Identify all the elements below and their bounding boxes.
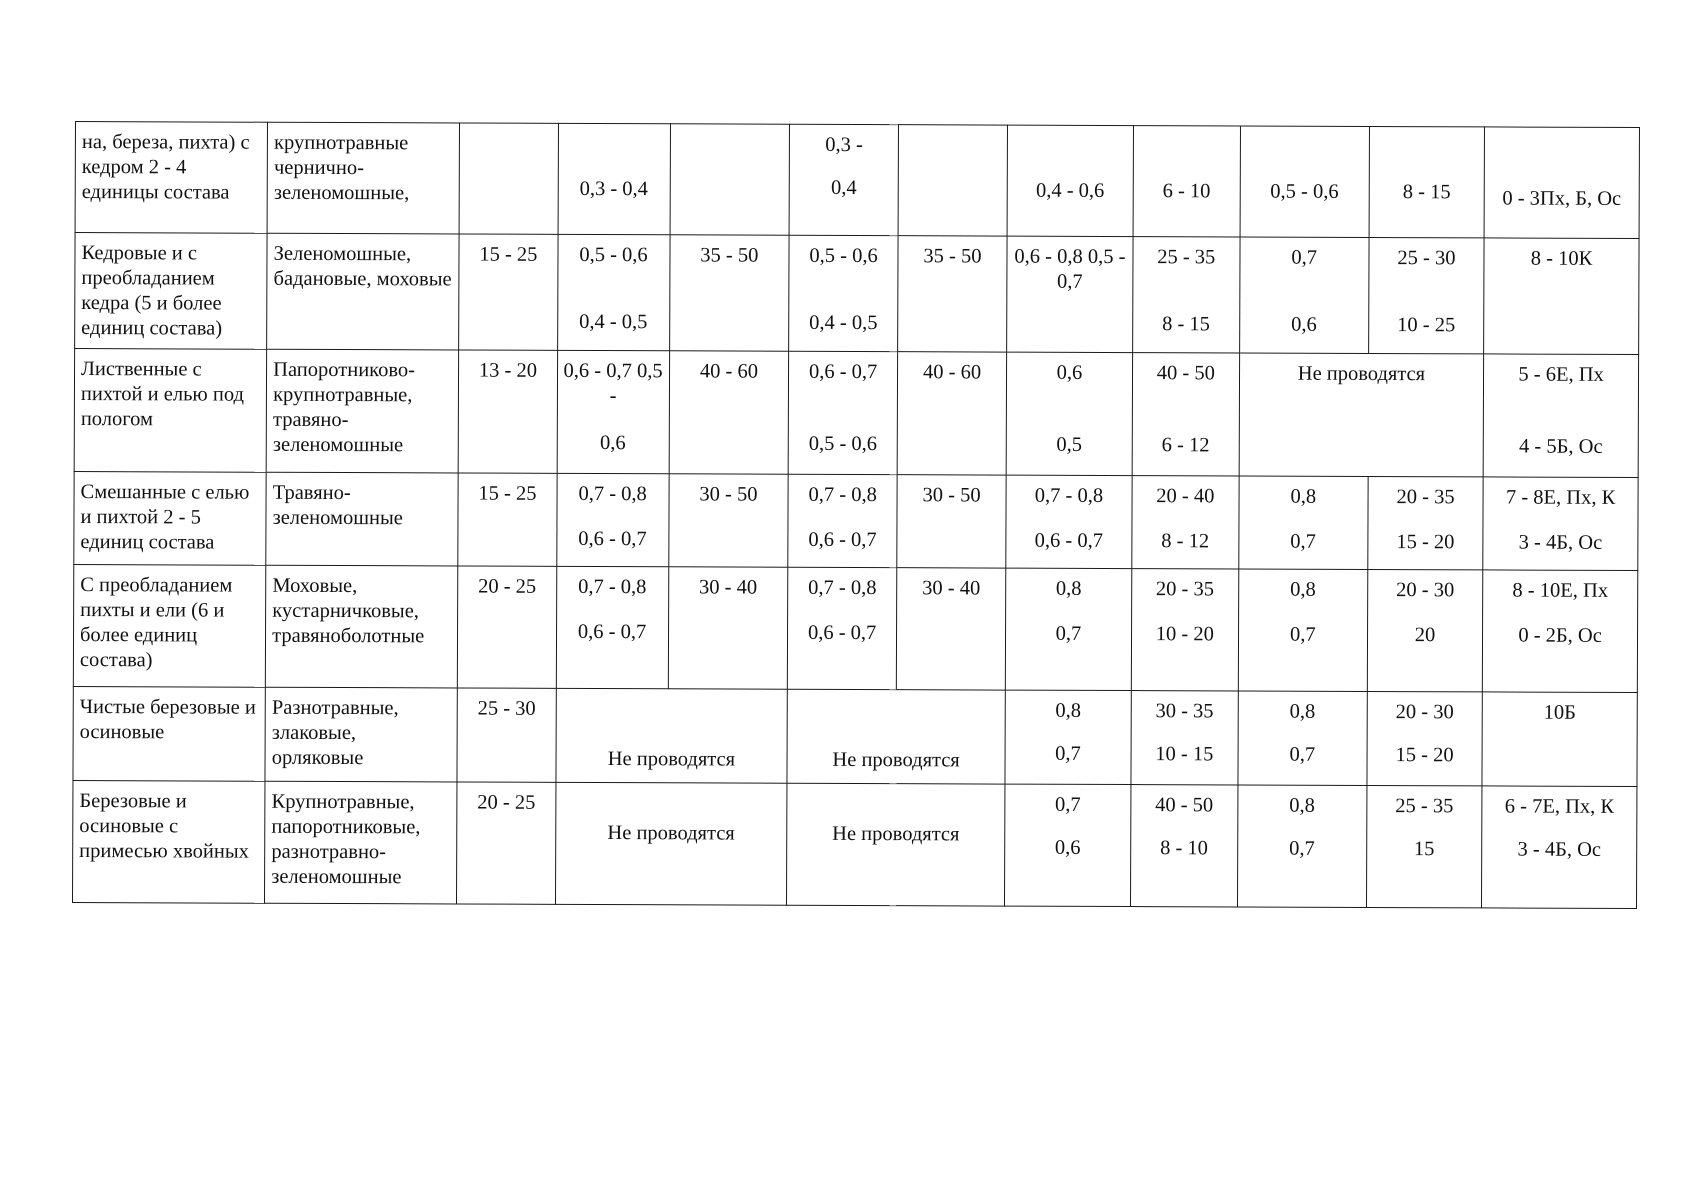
forest-group-cell: Лиственные с пихтой и елью под пологом (74, 349, 267, 473)
value-line: 0,7 - 0,8 (808, 576, 877, 600)
composition-cell: 8 - 10К (1484, 238, 1639, 355)
value-cell (1238, 476, 1368, 569)
composition-cell: 10Б (1482, 692, 1637, 787)
value-line: 0,5 - 0,6 (579, 243, 648, 267)
value-line: 10 - 20 (1155, 623, 1214, 646)
value-cell (1240, 126, 1370, 237)
value-line: Не проводятся (607, 748, 736, 771)
value-line: 0,6 - 0,7 0,5 - (563, 359, 663, 408)
value-cell (1131, 691, 1238, 785)
value-line: 0,4 - 0,5 (809, 311, 878, 335)
value-cell (558, 123, 671, 234)
value-line: 0,7 (1289, 743, 1316, 766)
forest-thinning-table (72, 121, 1640, 909)
value-cell: 30 - 50 (897, 475, 1006, 568)
value-line: 0,6 (1056, 361, 1083, 384)
value-line: 25 - 35 (1395, 795, 1454, 818)
value-line: 8 - 15 (1162, 313, 1210, 336)
value-cell: 35 - 50 (898, 236, 1007, 352)
value-cell (556, 566, 669, 688)
table-row (73, 564, 1637, 692)
composition-cell (1483, 477, 1638, 571)
value-line: 0,6 - 0,7 (578, 527, 647, 551)
value-line: 0,4 - 0,5 (579, 310, 648, 334)
value-line: 0,3 - (825, 133, 863, 157)
value-line: 15 - 20 (1395, 744, 1454, 767)
age-cell: 20 - 25 (458, 566, 557, 688)
age-cell: 20 - 25 (457, 782, 556, 904)
value-line: 0,5 - 0,6 (808, 432, 878, 456)
value-line: 0,7 - 0,8 (1034, 484, 1104, 507)
value-cell (1238, 569, 1368, 691)
value-cell: 40 - 60 (897, 352, 1006, 475)
composition-cell (1484, 127, 1639, 239)
value-line: 0,8 (1290, 578, 1316, 601)
table-row (72, 780, 1636, 908)
value-line: 25 - 30 (1397, 247, 1456, 270)
value-cell (1132, 353, 1239, 476)
value-line: 6 - 12 (1161, 434, 1210, 457)
value-line: 0,7 (1291, 246, 1318, 269)
value-line: 0,6 (1291, 313, 1317, 336)
forest-type-cell: Травяно-зеленомошные (266, 472, 459, 566)
value-cell (1237, 785, 1367, 907)
age-cell: 15 - 25 (459, 234, 558, 350)
value-line: Не проводятся (832, 822, 960, 846)
forest-type-cell: Крупнотравные, папоротниковые, разнотравно-зеленомошные (265, 781, 458, 904)
value-line: 4 - 5Б, Ос (1519, 435, 1603, 458)
value-cell (1239, 237, 1369, 353)
value-cell (1004, 784, 1130, 906)
age-cell: 13 - 20 (458, 350, 557, 473)
value-line: 0,8 (1055, 577, 1082, 600)
composition-cell (1482, 570, 1637, 693)
age-cell (459, 123, 558, 234)
value-line: 8 - 10 (1160, 837, 1208, 860)
not-performed-cell (555, 782, 787, 905)
value-line: 0,8 (1055, 699, 1082, 722)
value-line: 0,6 - 0,7 (808, 528, 877, 552)
value-line: 20 - 30 (1395, 701, 1454, 724)
forest-group-cell: С преобладанием пихты и ели (6 и более единиц состава) (73, 564, 266, 687)
forest-type-cell: Зеленомошные, бадановые, моховые (267, 233, 460, 350)
value-line: 0,7 - 0,8 (578, 575, 647, 599)
value-line: 0,7 - 0,8 (808, 483, 877, 507)
forest-type-cell: Моховые, кустарничковые, травяноболотные (265, 565, 458, 688)
value-line: 10 - 15 (1155, 743, 1214, 766)
value-cell (1133, 126, 1240, 237)
not-performed-cell (787, 689, 1005, 784)
value-cell (1007, 125, 1133, 236)
value-line: 0,7 (1055, 742, 1081, 765)
value-line: 20 - 35 (1155, 578, 1215, 601)
value-line: 0,4 - 0,6 (1035, 179, 1105, 202)
value-cell (1130, 785, 1237, 907)
value-cell (557, 350, 670, 473)
forest-type-cell: Разнотравные, злаковые, орляковые (265, 687, 458, 782)
value-cell (1006, 352, 1132, 475)
value-line: 0,8 (1289, 700, 1316, 723)
value-cell: 30 - 40 (896, 568, 1005, 690)
value-line: 20 - 40 (1156, 485, 1215, 508)
value-line: 0,7 (1289, 837, 1315, 860)
value-line: 0,7 (1055, 622, 1082, 645)
value-line: 30 - 35 (1155, 700, 1214, 723)
value-cell (1367, 569, 1483, 691)
value-line: 25 - 35 (1157, 246, 1216, 269)
value-cell (1367, 691, 1483, 785)
value-line: 0,4 (831, 176, 857, 200)
value-line: 20 - 35 (1396, 486, 1455, 509)
age-cell: 15 - 25 (458, 473, 557, 566)
value-line: 0,6 - 0,7 (808, 360, 878, 384)
value-line: 20 - 30 (1396, 579, 1455, 602)
value-line: 7 - 8Е, Пх, К (1505, 486, 1616, 509)
value-line: Не проводятся (832, 748, 960, 772)
value-cell (556, 473, 668, 566)
value-cell (789, 124, 898, 235)
value-cell (1005, 568, 1131, 690)
value-cell (789, 235, 898, 351)
value-line: 0,6 - 0,7 (1034, 529, 1104, 552)
value-line: 5 - 6Е, Пх (1518, 363, 1604, 386)
table-row (75, 122, 1639, 239)
value-line: 0,5 - 0,6 (809, 244, 878, 268)
value-line: 6 - 10 (1162, 179, 1211, 202)
forest-group-cell: Кедровые и с преобладанием кедра (5 и более единиц состава) (75, 233, 268, 350)
value-line: 6 - 7Е, Пх, К (1504, 795, 1615, 818)
value-cell (1132, 476, 1239, 569)
value-line: 0,7 (1054, 793, 1081, 816)
forest-type-cell: крупнотравные чернично-зеленомошные, (267, 122, 460, 234)
value-line: Не проводятся (607, 822, 735, 845)
forest-group-cell: Смешанные с елью и пихтой 2 - 5 единиц состава (74, 471, 267, 565)
not-performed-cell: Не проводятся (1239, 353, 1484, 477)
value-line: 0,8 (1289, 794, 1315, 817)
value-line: 20 (1414, 624, 1436, 647)
value-line: 0,5 (1056, 433, 1083, 456)
value-line: 8 - 10Е, Пх (1512, 579, 1609, 602)
forest-group-cell: на, береза, пихта) с кедром 2 - 4 единицы состава (75, 122, 268, 234)
age-cell: 25 - 30 (457, 688, 556, 782)
composition-cell (1483, 354, 1638, 478)
value-cell: 35 - 50 (669, 235, 789, 351)
value-cell (670, 124, 790, 235)
value-line: 0,7 (1290, 530, 1316, 553)
composition-cell (1482, 786, 1637, 909)
value-line: 0 - 3Пх, Б, Ос (1502, 186, 1622, 210)
value-line: 40 - 50 (1156, 362, 1215, 385)
value-line: 3 - 4Б, Ос (1518, 531, 1603, 554)
value-line: 0,5 - 0,6 (1270, 180, 1339, 203)
value-line: 0,3 - 0,4 (579, 177, 649, 200)
value-line: 0,6 - 0,7 (577, 620, 647, 644)
table-row (75, 233, 1639, 355)
value-line: 40 - 50 (1155, 794, 1214, 817)
value-line: 0,6 (1054, 836, 1081, 859)
value-line: 0 - 2Б, Ос (1518, 624, 1602, 647)
value-cell: 30 - 50 (668, 474, 788, 567)
value-cell (1368, 237, 1484, 353)
value-line: 15 (1413, 838, 1435, 861)
value-cell (1131, 569, 1238, 691)
value-line: 0,7 - 0,8 (578, 482, 647, 506)
table-row (74, 349, 1638, 478)
value-line: 0,8 (1290, 485, 1317, 508)
value-cell (1366, 785, 1482, 907)
value-line: 0,7 (1289, 623, 1316, 646)
document-table-wrapper (72, 121, 1640, 909)
value-line: 3 - 4Б, Ос (1517, 838, 1602, 861)
value-cell (1006, 475, 1132, 568)
value-cell (787, 567, 896, 689)
value-cell (788, 351, 897, 474)
table-row (74, 471, 1638, 570)
value-cell (788, 474, 897, 567)
value-cell (1005, 690, 1131, 784)
value-cell (1133, 237, 1240, 353)
not-performed-cell (555, 688, 787, 783)
value-line: 0,6 (599, 432, 626, 455)
value-line: 15 - 20 (1396, 531, 1455, 554)
value-line: 10 - 25 (1397, 314, 1456, 337)
forest-group-cell: Березовые и осиновые с примесью хвойных (72, 780, 265, 903)
value-cell (1369, 126, 1485, 237)
value-cell (557, 234, 670, 350)
value-line: 8 - 15 (1402, 180, 1451, 203)
value-cell: 30 - 40 (668, 567, 788, 689)
table-row (73, 686, 1637, 786)
forest-group-cell: Чистые березовые и осиновые (73, 686, 266, 781)
value-line: 8 - 12 (1161, 530, 1210, 553)
value-cell (1238, 691, 1368, 785)
not-performed-cell (787, 783, 1005, 906)
value-cell (898, 125, 1007, 236)
value-cell: 40 - 60 (669, 351, 789, 474)
value-cell: 0,6 - 0,8 0,5 - 0,7 (1007, 236, 1133, 352)
value-line: 0,6 - 0,7 (807, 621, 877, 645)
forest-type-cell: Папоротниково-крупнотравные, травяно-зеленомошные (266, 349, 459, 473)
value-cell (1368, 476, 1484, 569)
